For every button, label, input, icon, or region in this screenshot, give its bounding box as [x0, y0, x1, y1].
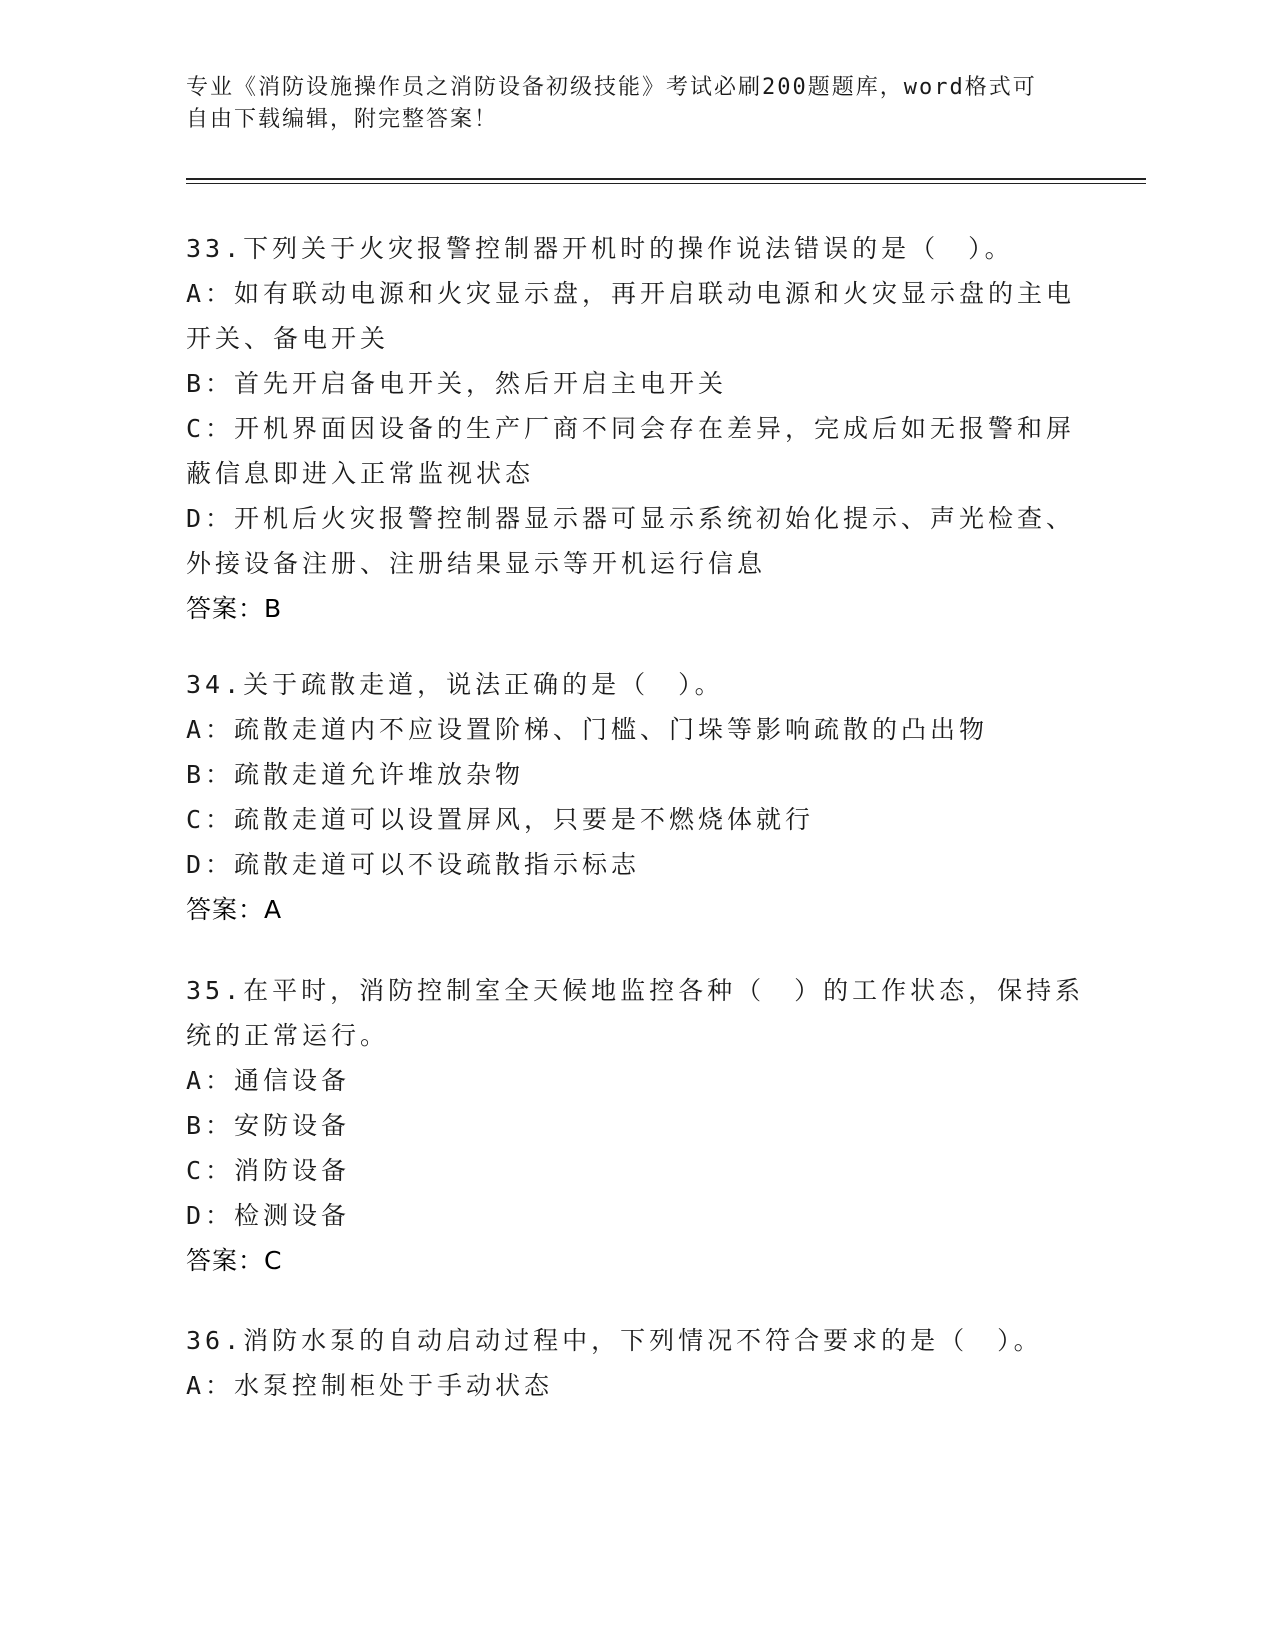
question-33 [186, 226, 1086, 631]
answer-label: 答案：B [186, 594, 283, 623]
question-stem-continued: 统的正常运行。 [186, 1021, 390, 1050]
header-divider-thin [186, 183, 1146, 184]
question-stem: 35.在平时，消防控制室全天候地监控各种（ ）的工作状态，保持系 [186, 976, 1085, 1005]
option-d: D：疏散走道可以不设疏散指示标志 [186, 850, 641, 879]
header-divider-thick [186, 178, 1146, 180]
option-a: A：如有联动电源和火灾显示盘，再开启联动电源和火灾显示盘的主电 [186, 279, 1076, 308]
header-title-line-1: 专业《消防设施操作员之消防设备初级技能》考试必刷200题题库，word格式可 [186, 75, 1037, 100]
option-c: C：疏散走道可以设置屏风，只要是不燃烧体就行 [186, 805, 815, 834]
option-d-continued: 外接设备注册、注册结果显示等开机运行信息 [186, 549, 767, 578]
option-d: D：开机后火灾报警控制器显示器可显示系统初始化提示、声光检查、 [186, 504, 1076, 533]
option-a-continued: 开关、备电开关 [186, 324, 390, 353]
option-a: A：水泵控制柜处于手动状态 [186, 1371, 554, 1400]
option-c-continued: 蔽信息即进入正常监视状态 [186, 459, 535, 488]
option-b: B：疏散走道允许堆放杂物 [186, 760, 525, 789]
question-stem: 33.下列关于火灾报警控制器开机时的操作说法错误的是（ ）。 [186, 234, 1014, 263]
option-b: B：首先开启备电开关，然后开启主电开关 [186, 369, 728, 398]
document-header [186, 72, 1086, 136]
question-36 [186, 1318, 1086, 1408]
header-title-line-2: 自由下载编辑，附完整答案！ [186, 107, 499, 132]
option-a: A：通信设备 [186, 1066, 351, 1095]
option-c: C：开机界面因设备的生产厂商不同会存在差异，完成后如无报警和屏 [186, 414, 1076, 443]
document-page [186, 0, 1146, 1650]
option-d: D：检测设备 [186, 1201, 351, 1230]
answer-label: 答案：C [186, 1246, 283, 1275]
option-c: C：消防设备 [186, 1156, 351, 1185]
question-stem: 36.消防水泵的自动启动过程中，下列情况不符合要求的是（ ）。 [186, 1326, 1043, 1355]
answer-label: 答案：A [186, 895, 283, 924]
option-a: A：疏散走道内不应设置阶梯、门槛、门垛等影响疏散的凸出物 [186, 715, 989, 744]
question-stem: 34.关于疏散走道，说法正确的是（ ）。 [186, 670, 724, 699]
question-34 [186, 662, 1086, 932]
question-35 [186, 968, 1086, 1283]
option-b: B：安防设备 [186, 1111, 351, 1140]
